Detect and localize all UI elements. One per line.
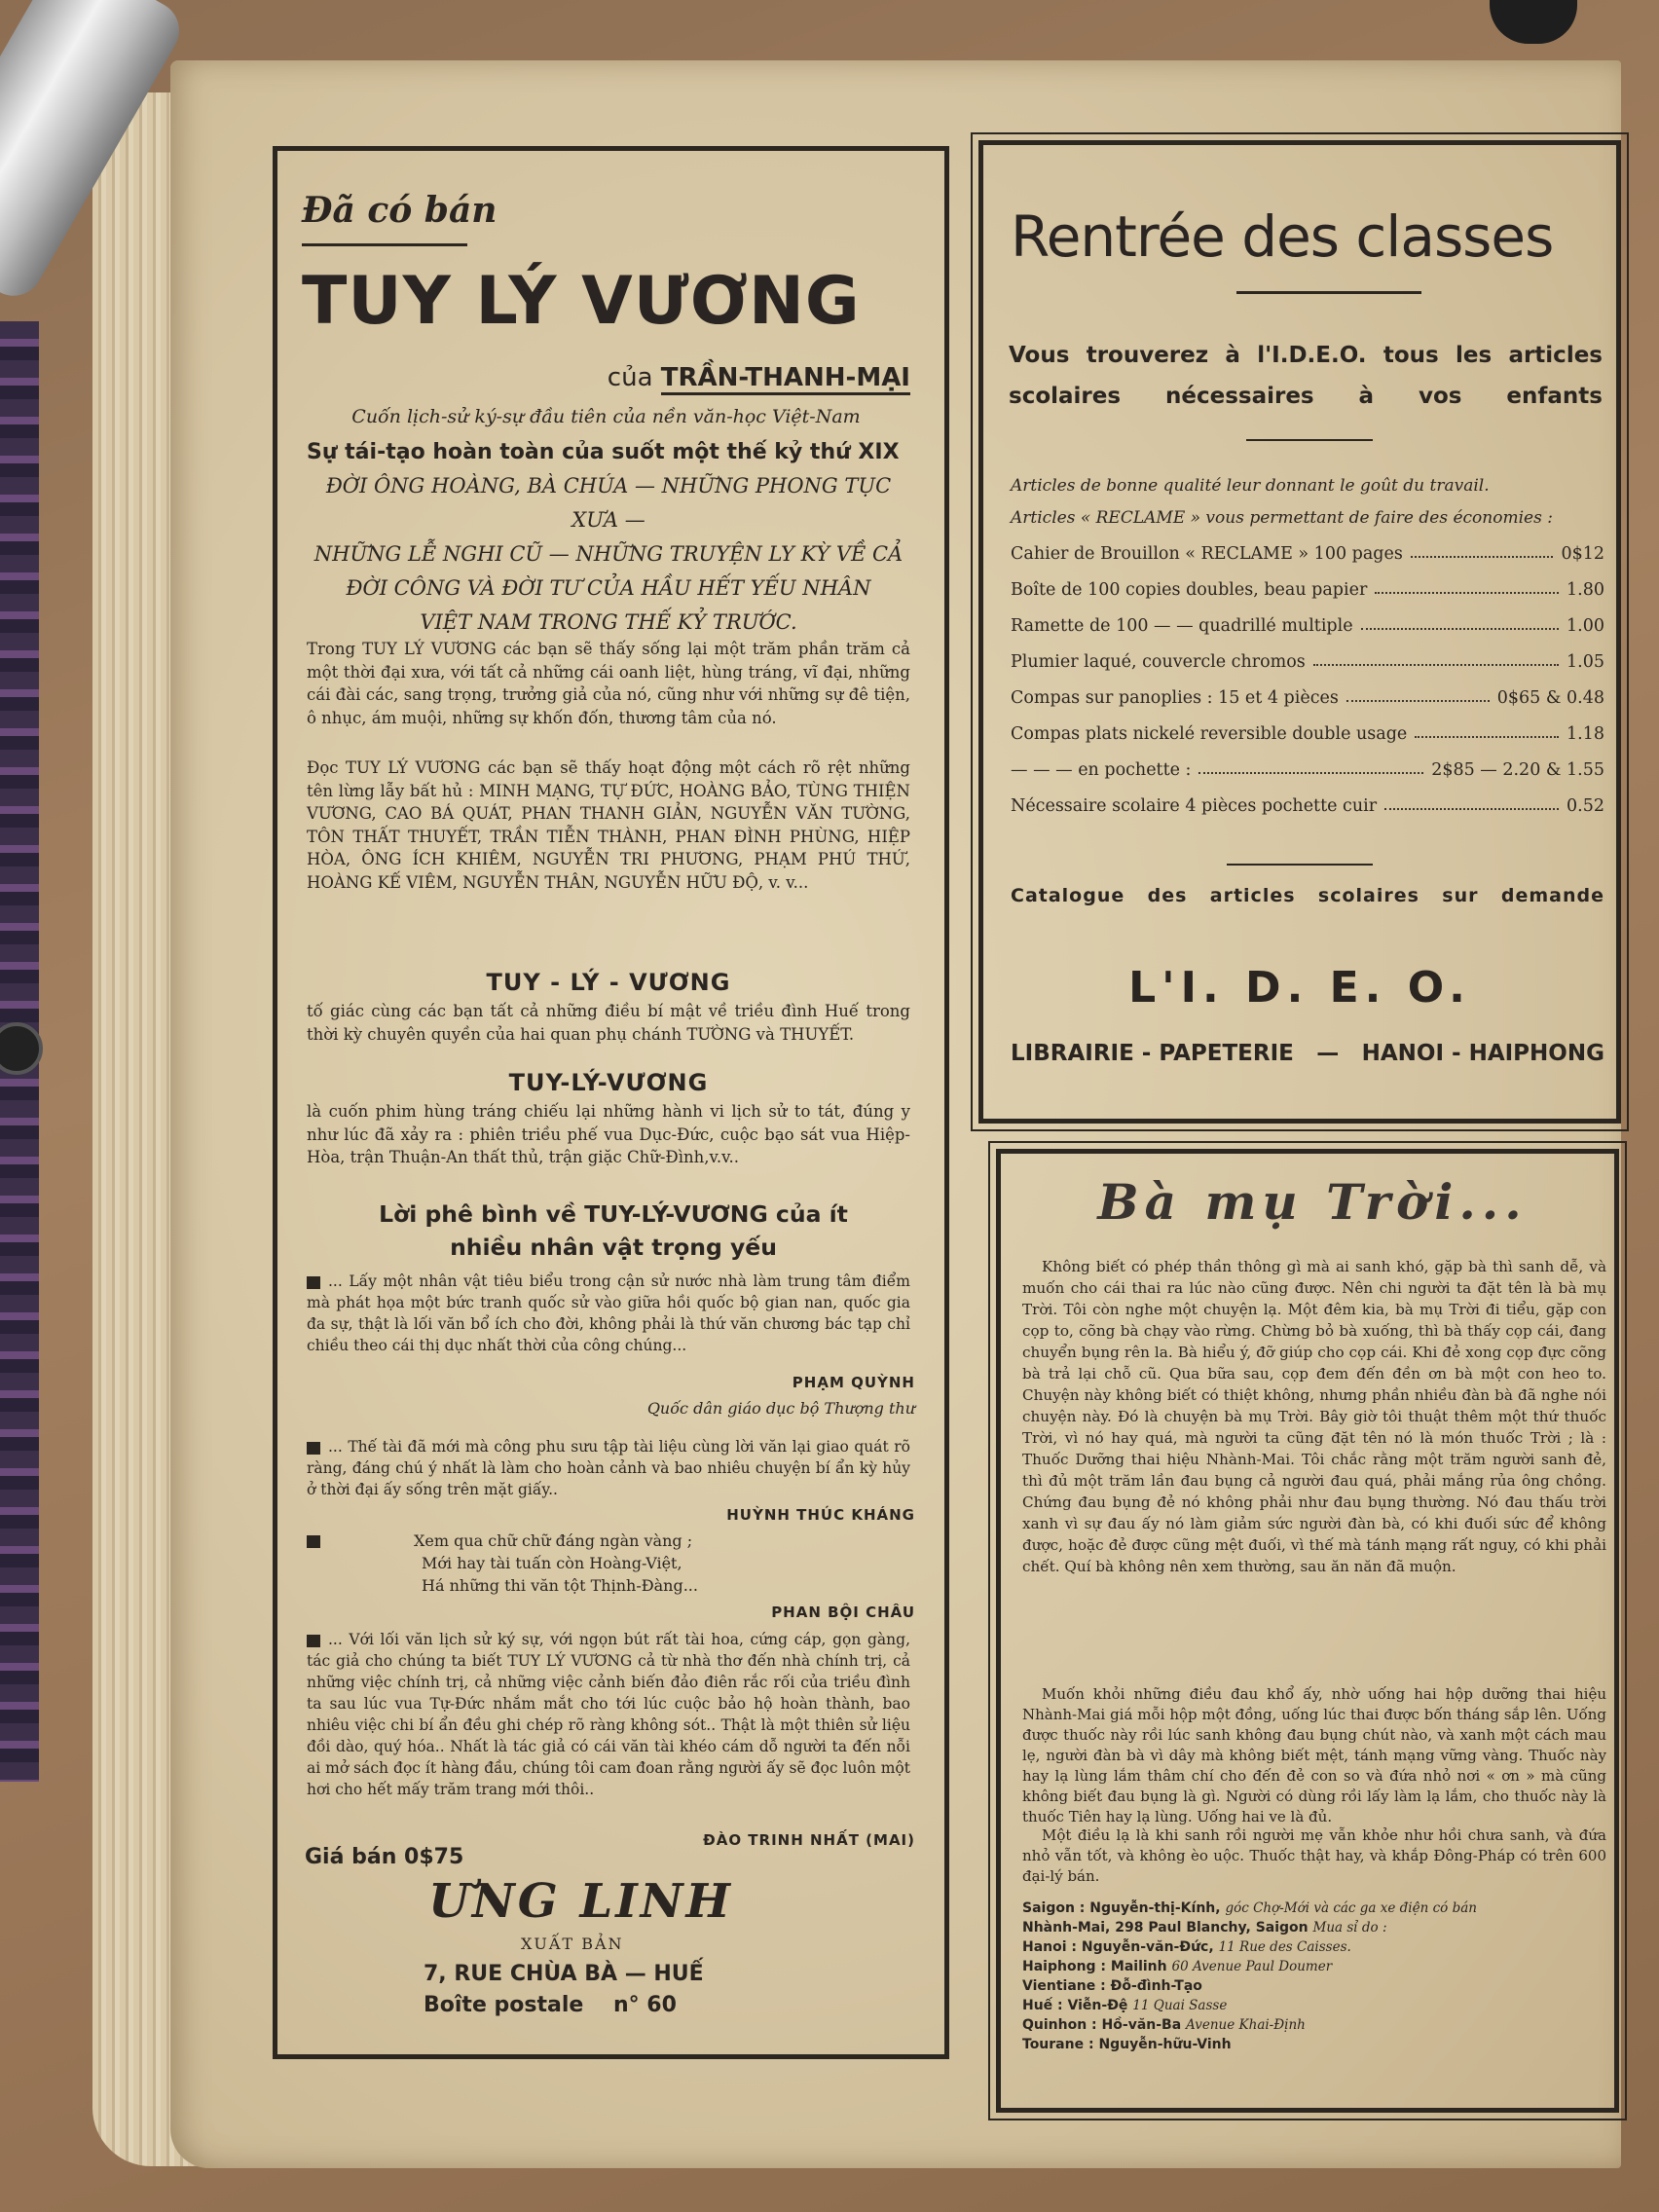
paragraph-4: là cuốn phim hùng tráng chiếu lại những hành vi lịch sử to tát, đúng y như lúc đã xảy ra : phiên triều phế vua Dục-Đức, cuộc bạo sát vua Hiệp-Hòa, trận Thuận-An thất thủ, trận giặc Chữ-Đình,v.v..	[307, 1102, 910, 1166]
item-price: 0.52	[1567, 796, 1604, 816]
critics-heading-line-2: nhiều nhân vật trọng yếu	[450, 1234, 777, 1261]
rentree-des-classes-ad	[978, 140, 1621, 1124]
item-name: Compas sur panoplies : 15 et 4 pièces	[1011, 688, 1339, 708]
list-end-rule	[1227, 864, 1373, 866]
leader-dots	[1313, 652, 1559, 666]
dealer-row	[1022, 1996, 1616, 2015]
lede: Cuốn lịch-sử ký-sự đầu tiên của nền văn-học Việt-Nam	[351, 406, 861, 427]
tuy-ly-vuong-ad	[273, 146, 949, 2059]
critics-heading	[302, 1198, 925, 1264]
summary-lines	[307, 435, 910, 640]
bullet-square-icon	[307, 1442, 320, 1455]
dealer-name: Nguyễn-hữu-Vinh	[1098, 2037, 1232, 2052]
magazine-page	[170, 60, 1621, 2168]
byline	[608, 363, 910, 392]
dealer-note: Mua sỉ do :	[1312, 1920, 1387, 1936]
ba-mu-troi-ad	[996, 1149, 1619, 2113]
dealer-row	[1022, 2015, 1616, 2035]
footer-right: HANOI - HAIPHONG	[1361, 1041, 1604, 1066]
signature-1: PHẠM QUỲNH	[792, 1374, 915, 1391]
paragraph-3: tố giác cùng các bạn tất cả những điều bí mật về triều đình Huế trong thời kỳ chuyên quyền của hai quan phụ chánh TƯỜNG và THUYẾT.	[307, 1002, 910, 1044]
quote-1-text: ... Lấy một nhân vật tiêu biểu trong cận sử nước nhà làm trung tâm điểm mà phát họa một bức tranh quốc sử vào giữa hồi quốc bộ gian nan, quốc gia đa sự, thật là lối văn bổ ích cho đời, không phải là thứ văn chương bác tạp chỉ chiều theo cái thị dục nhất thời của công chúng...	[307, 1272, 910, 1354]
dealer-list	[1022, 1899, 1616, 2054]
quote-3-bullet	[307, 1530, 346, 1551]
summary-line-4: ĐỜI CÔNG VÀ ĐỜI TƯ CỦA HẦU HẾT YẾU NHÂN	[346, 576, 871, 600]
item-name: Ramette de 100 — — quadrillé multiple	[1011, 616, 1353, 636]
publisher-postal: Boîte postale n° 60	[424, 1993, 677, 2017]
price-list-item	[1011, 616, 1604, 636]
brand-footer	[1011, 1041, 1604, 1066]
price-list-item	[1011, 724, 1604, 744]
title-rule	[1236, 291, 1421, 294]
quote-1	[307, 1271, 910, 1356]
paragraph-2: Đọc TUY LÝ VƯƠNG các bạn sẽ thấy hoạt động một cách rõ rệt những tên lừng lẫy bất hủ : MINH MẠNG, TỰ ĐỨC, HOÀNG BẢO, TÙNG THIỆN VƯƠNG, CAO BÁ QUÁT, PHAN THANH GIẢN, NGUYỄN VĂN TƯỜNG, TÔN THẤT THUYẾT, TRẦN TIỄN THÀNH, PHAN ĐÌNH PHÙNG, HIỆP HÒA, ÔNG ÍCH KHIÊM, NGUYỄN TRI PHƯƠNG, PHẠM PHÚ THỨ, HOÀNG KẾ VIÊM, NGUYỄN THÂN, NGUYỄN HỮU ĐỘ, v. v...	[307, 758, 910, 892]
tag-underline	[302, 243, 467, 246]
subhead-1: TUY - LÝ - VƯƠNG	[486, 969, 731, 996]
dealer-note: 11 Rue des Caisses.	[1218, 1939, 1351, 1955]
price-list-item	[1011, 760, 1604, 780]
verse-line-3: Há những thi văn tột Thịnh-Đàng...	[422, 1576, 698, 1595]
body-text-1: Không biết có phép thần thông gì mà ai sanh khó, gặp bà thì sanh dễ, và muốn cho cái thai ra lúc nào cũng được. Nên chi người ta đặt tên là bà mụ Trời. Tôi còn nghe một chuyện lạ. Một đêm kia, bà mụ Trời đi tiểu, gặp con cọp to, cõng bà chạy vào rừng. Chừng bỏ bà xuống, thì bà thấy cọp cái, đang chuyển bụng rên la. Bà hiểu ý, đỡ giúp cho cọp cái. Khi đẻ xong cọp đực cõng bà trả lại chỗ cũ. Qua bữa sau, cọp đem đến đền ơn bà một con heo to. Chuyện này không biết có thiệt không, nhưng phần nhiều đàn bà đã nghe nói chuyện này. Đó là chuyện bà mụ Trời. Bây giờ tôi thuật thêm một thứ thuốc Trời, vì nó hay quá, mà người ta cũng đặt tên nó là món thuốc Trời ; là : Thuốc Dưỡng thai hiệu Nhành-Mai. Tôi chắc rằng một trăm người sanh đẻ, thì đủ một trăm lần đau bụng cả người đau quá, phải mắng rủa ông chồng. Chứng đau bụng đẻ nó không phải như đau bụng thường. Nó đau thấu trời xanh vì sự đau ấy nó làm giảm sức người đàn bà, có khi đuối sức để không được, hoặc đẻ được cũng mệt đuối, vì thế mà tánh mạng rất nguy, có khi phải chết. Quí bà không nên xem thường, sau ăn năn đã muộn.	[1022, 1258, 1606, 1575]
item-price: 1.18	[1567, 724, 1604, 744]
leader-dots	[1346, 688, 1490, 702]
dealer-note: Avenue Khai-Định	[1186, 2017, 1306, 2033]
leader-dots	[1198, 760, 1423, 774]
item-price: 1.00	[1567, 616, 1604, 636]
body-text-3: Một điều lạ là khi sanh rồi người mẹ vẫn khỏe như hồi chưa sanh, và đứa nhỏ vẫn tốt, và không èo uộc. Thuốc thật hay, và khắp Đông-Pháp có trên 600 đại-lý bán.	[1022, 1826, 1606, 1885]
summary-line-2: ĐỜI ÔNG HOÀNG, BÀ CHÚA — NHỮNG PHONG TỤC XƯA —	[325, 474, 892, 532]
item-name: — — — en pochette :	[1011, 760, 1192, 780]
item-name: Cahier de Brouillon « RECLAME » 100 pages	[1011, 544, 1403, 564]
reclame-line: Articles « RECLAME » vous permettant de faire des économies :	[1011, 508, 1553, 528]
price-list-item	[1011, 688, 1604, 708]
ad-title: Bà mụ Trời...	[1097, 1173, 1528, 1231]
verse-line-1: Xem qua chữ chữ đáng ngàn vàng ;	[414, 1531, 693, 1550]
paragraph-1: Trong TUY LÝ VƯƠNG các bạn sẽ thấy sống lại một trăm phần trăm cả một thời đại xưa, với tất cả những cái oanh liệt, hùng tráng, vĩ đại, những cái đài các, sang trọng, trưởng giả của nó, cũng như với những sự đê tiện, ô nhục, ám muội, những sự khốn đốn, thương tâm của nó.	[307, 640, 910, 727]
leader-dots	[1384, 796, 1559, 810]
lead-text: Vous trouverez à l'I.D.E.O. tous les articles scolaires nécessaires à vos enfants	[1009, 343, 1603, 409]
price-list-item	[1011, 796, 1604, 816]
item-name: Plumier laqué, couvercle chromos	[1011, 652, 1306, 672]
dealer-name: Nguyễn-văn-Đức,	[1081, 1939, 1219, 1955]
summary-line-1: Sự tái-tạo hoàn toàn của suốt một thế kỷ thứ XIX	[307, 440, 900, 464]
dealer-name: Hồ-văn-Ba	[1101, 2017, 1187, 2033]
byline-prefix: của	[607, 363, 653, 392]
publisher-name: ƯNG LINH	[428, 1874, 733, 1929]
price: Giá bán 0$75	[305, 1845, 464, 1869]
quality-line: Articles de bonne qualité leur donnant le goût du travail.	[1011, 476, 1490, 496]
quote-4	[307, 1629, 910, 1800]
dealer-row	[1022, 1976, 1616, 1996]
dealer-row	[1022, 1899, 1616, 1918]
book-title: TUY LÝ VƯƠNG	[302, 263, 861, 340]
dealer-row	[1022, 1957, 1616, 1976]
dealer-city: Tourane :	[1022, 2037, 1099, 2052]
price-list-item	[1011, 544, 1604, 564]
item-name: Nécessaire scolaire 4 pièces pochette cuir	[1011, 796, 1378, 816]
summary-line-3: NHỮNG LỄ NGHI CŨ — NHỮNG TRUYỆN LY KỲ VỀ CẢ	[313, 542, 903, 566]
dealer-city: Vientiane :	[1022, 1978, 1111, 1994]
dealer-name: Đỗ-đình-Tạo	[1110, 1978, 1202, 1994]
footer-dash: —	[1316, 1041, 1340, 1066]
dealer-note: 11 Quai Sasse	[1132, 1998, 1228, 2013]
item-price: 2$85 — 2.20 & 1.55	[1431, 760, 1604, 780]
dealer-note: góc Chợ-Mới và các ga xe điện có bán	[1225, 1900, 1477, 1916]
price-list-item	[1011, 652, 1604, 672]
publisher-address: 7, RUE CHÙA BÀ — HUẾ	[424, 1962, 704, 1986]
author-name: TRẦN-THANH-MẠI	[661, 363, 910, 395]
bullet-square-icon	[307, 1276, 320, 1289]
item-price: 1.05	[1567, 652, 1604, 672]
dealer-row	[1022, 1918, 1616, 1937]
publisher-sub: XUẤT BẢN	[521, 1935, 624, 1953]
item-name: Boîte de 100 copies doubles, beau papier	[1011, 580, 1368, 600]
subhead-2: TUY-LÝ-VƯƠNG	[508, 1069, 709, 1096]
body-text-2: Muốn khỏi những điều đau khổ ấy, nhờ uống hai hộp dưỡng thai hiệu Nhành-Mai giá mỗi hộp một đồng, uống lúc thai được bốn tháng sắp lên. Uống được thuốc này rồi lúc sanh không đau bụng chút nào, và xanh một cách mau lẹ, người đàn bà vì dây mà không biết mệt, tánh mạng vững vàng. Thuốc này hay lạ lùng lắm thâm chí cho đến đẻ con so và đứa nhỏ nơi « ơn » mà cũng không biết đau bụng là gì. Người có dùng rồi lấy làm lạ lắm, cho thuốc này là thuốc Tiên hay lạ lùng. Uống hai ve là đủ.	[1022, 1685, 1606, 1825]
item-price: 0$65 & 0.48	[1496, 688, 1604, 708]
quote-3	[414, 1530, 881, 1597]
dealer-row	[1022, 2035, 1616, 2054]
leader-dots	[1375, 580, 1559, 594]
dealer-name: Viễn-Đệ	[1067, 1998, 1133, 2013]
dealer-city: Haiphong :	[1022, 1959, 1111, 1974]
item-price: 0$12	[1561, 544, 1604, 564]
verse-line-2: Mới hay tài tuấn còn Hoàng-Việt,	[422, 1554, 682, 1572]
ad-title: Rentrée des classes	[1011, 203, 1554, 270]
signature-4: ĐÀO TRINH NHẤT (MAI)	[703, 1831, 915, 1849]
footer-left: LIBRAIRIE - PAPETERIE	[1011, 1041, 1294, 1066]
critics-heading-line-1: Lời phê bình về TUY-LÝ-VƯƠNG của ít	[379, 1200, 848, 1228]
leader-dots	[1415, 724, 1559, 738]
brand-name: L'I. D. E. O.	[1128, 963, 1471, 1013]
dealer-name: Nguyễn-thị-Kính,	[1089, 1900, 1226, 1916]
dealer-city: Huế :	[1022, 1998, 1068, 2013]
catalogue-line: Catalogue des articles scolaires sur demande	[1011, 885, 1604, 906]
price-list-item	[1011, 580, 1604, 600]
bullet-square-icon	[307, 1635, 320, 1647]
dealer-name: Nhành-Mai, 298 Paul Blanchy, Saigon	[1022, 1920, 1313, 1936]
dealer-name: Mailinh	[1110, 1959, 1172, 1974]
signature-1-title: Quốc dân giáo dục bộ Thượng thư	[646, 1399, 915, 1418]
ad-tag: Đã có bán	[302, 190, 498, 231]
item-price: 1.80	[1567, 580, 1604, 600]
dealer-row	[1022, 1937, 1616, 1957]
dealer-city: Saigon :	[1022, 1900, 1090, 1916]
leader-dots	[1361, 616, 1559, 630]
signature-2: HUỲNH THÚC KHÁNG	[726, 1506, 915, 1524]
dealer-note: 60 Avenue Paul Doumer	[1171, 1959, 1333, 1974]
bullet-square-icon	[307, 1535, 320, 1548]
dealer-city: Quinhon :	[1022, 2017, 1102, 2033]
quote-2-text: ... Thế tài đã mới mà công phu sưu tập tài liệu cùng lời văn lại giao quát rõ ràng, đáng chú ý nhất là làm cho hoàn cảnh và bao nhiêu chuyện bí ẩn kỳ hủy ở thời đại ấy sống trên mặt giấy..	[307, 1438, 910, 1498]
leader-dots	[1411, 544, 1554, 558]
signature-3: PHAN BỘI CHÂU	[771, 1604, 915, 1621]
summary-line-5: VIỆT NAM TRONG THẾ KỶ TRƯỚC.	[420, 610, 797, 634]
quote-2	[307, 1436, 910, 1500]
ornament-rule	[1246, 439, 1373, 441]
quote-4-text: ... Với lối văn lịch sử ký sự, với ngọn bút rất tài hoa, cứng cáp, gọn gàng, tác giả cho chúng ta biết TUY LÝ VƯƠNG cả từ nhà thơ đến nhà chính trị, cả những việc chính trị, cả những việc cảnh biến đảo điên rắc rối của triều đình ta sau lúc vua Tự-Đức nhắm mắt cho tới lúc cuộc bảo hộ hoàn thành, bao nhiêu việc chi bí ẩn đều ghi chép rõ ràng không sót.. Thật là một thiên sử liệu đồi dào, quý hóa.. Nhất là tác giả có cái văn tài khéo cám dỗ người ta đến nỗi ai mở sách đọc ít hàng đầu, chúng tôi cam đoan rằng người ấy sẽ đọc luôn một hơi cho hết mấy trăm trang mới thôi..	[307, 1631, 910, 1798]
dealer-city: Hanoi :	[1022, 1939, 1082, 1955]
item-name: Compas plats nickelé reversible double usage	[1011, 724, 1408, 744]
